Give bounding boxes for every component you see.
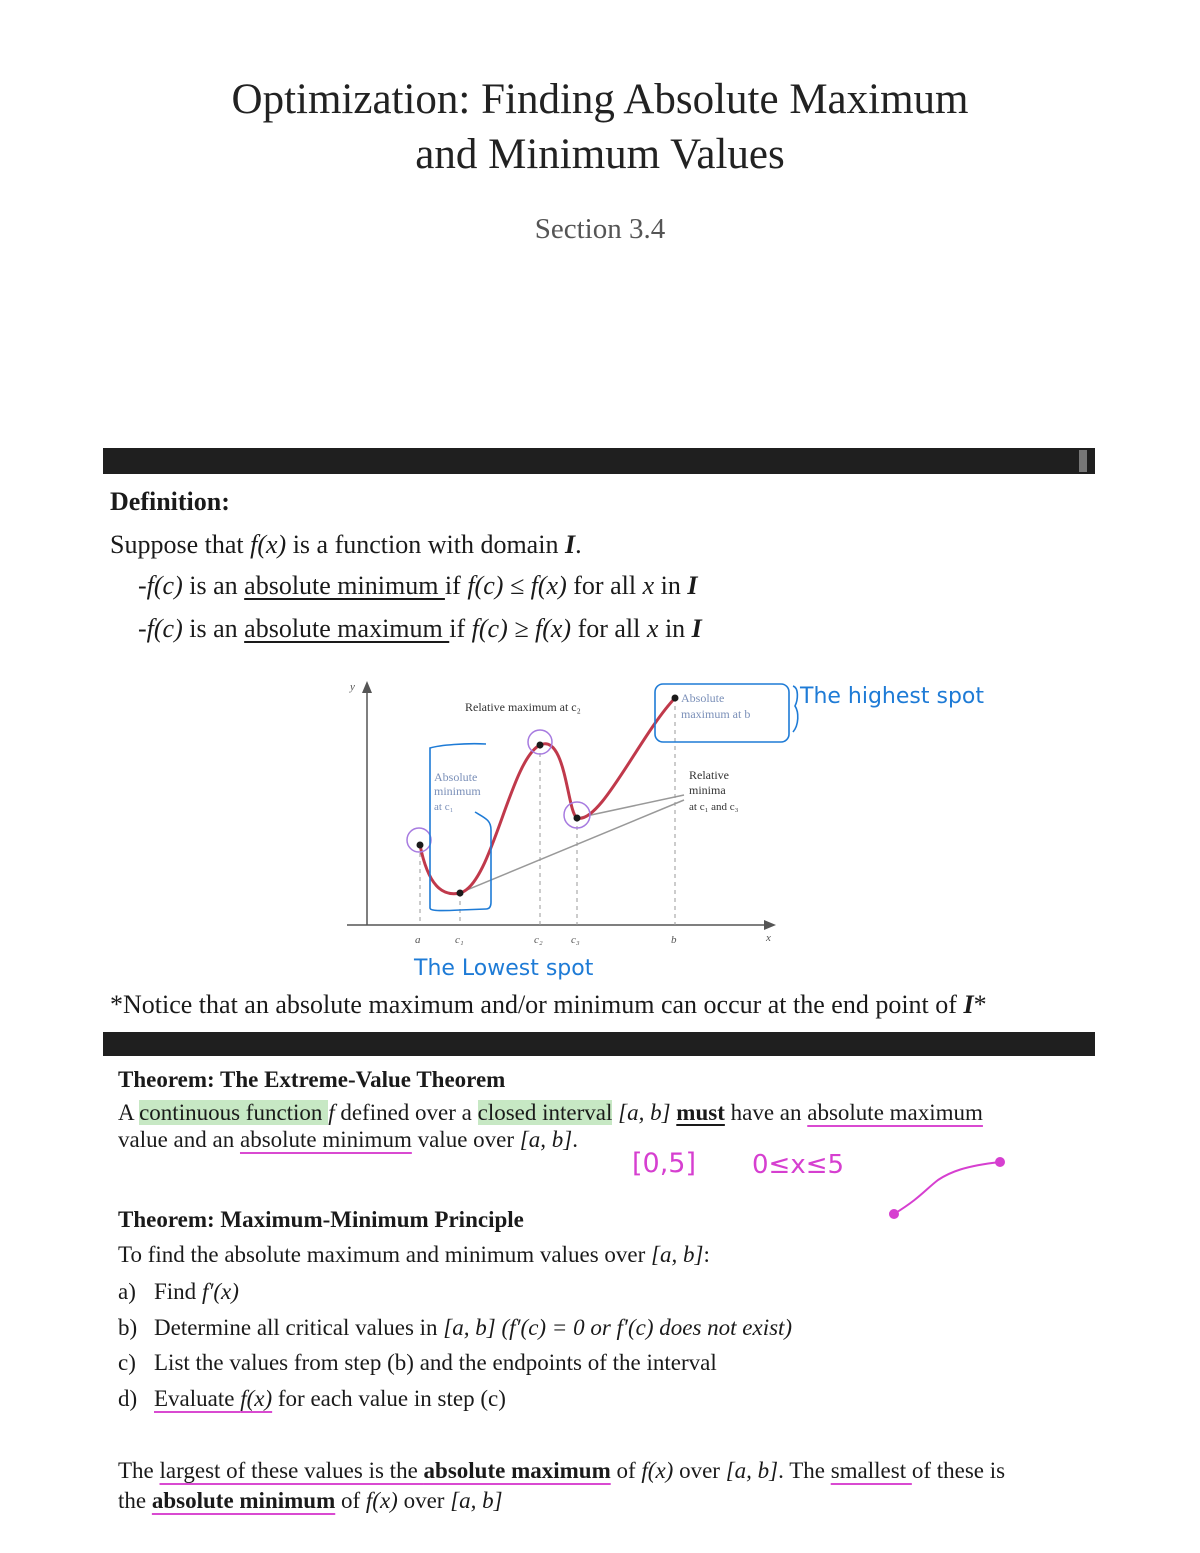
mmp-step-b: b) Determine all critical values in [a, b] (f′(c) = 0 or f′(c) does not exist) [118, 1315, 793, 1340]
brace-highest-spot [793, 686, 798, 732]
hand-interval: [0,5] [632, 1148, 697, 1179]
circle-a [407, 828, 431, 852]
point-b [672, 695, 679, 702]
x-axis-arrow [764, 920, 776, 930]
conclusion-line-1: The largest of these values is the absolute maximum of f(x) over [a, b]. The smallest of these is [118, 1458, 1006, 1483]
section-label: Section 3.4 [534, 213, 666, 245]
point-c1 [457, 890, 464, 897]
scribble-dot-right [995, 1157, 1005, 1167]
tick-c1: c₁ [455, 934, 464, 946]
tick-b: b [671, 934, 677, 946]
y-axis-arrow [362, 681, 372, 693]
mmp-step-c: c) List the values from step (b) and the endpoints of the interval [118, 1350, 717, 1375]
evt-line-1: A continuous function f defined over a closed interval [a, b] must have an absolute maximum [118, 1100, 983, 1125]
extrema-figure [0, 660, 1200, 990]
page-title [0, 72, 1200, 182]
hand-lowest-spot: The Lowest spot [414, 956, 594, 981]
highlight-closed-interval: closed interval [477, 1100, 613, 1125]
definition-intro: Suppose that f(x) is a function with domain I. [110, 530, 582, 559]
point-a [417, 842, 424, 849]
definition-absolute-minimum: -f(c) is an absolute minimum if f(c) ≤ f(x) for all x in I [138, 571, 698, 600]
label-absolute-maximum-1: Absolute [681, 691, 725, 705]
label-absolute-minimum-3: at c₁ [434, 801, 454, 813]
tick-a: a [415, 934, 421, 946]
scribble-dot-left [889, 1209, 899, 1219]
mmp-step-a: a) Find f′(x) [118, 1279, 239, 1304]
divider-bar-bottom [103, 1032, 1095, 1056]
conclusion-line-2: the absolute minimum of f(x) over [a, b] [118, 1488, 503, 1513]
mmp-heading: Theorem: Maximum-Minimum Principle [118, 1207, 524, 1232]
hand-scribble [880, 1150, 1010, 1225]
tick-c3: c₃ [571, 934, 580, 946]
definition-heading: Definition: [110, 487, 230, 516]
highlight-continuous-function: continuous function [139, 1100, 323, 1125]
definition-absolute-maximum: -f(c) is an absolute maximum if f(c) ≥ f(x) for all x in I [138, 614, 702, 643]
label-absolute-minimum-2: minimum [434, 784, 481, 798]
x-axis-label: x [766, 932, 771, 944]
label-absolute-maximum-2: maximum at b [681, 707, 751, 721]
label-absolute-minimum-1: Absolute [434, 770, 478, 784]
title-line-2: and Minimum Values [415, 131, 785, 178]
term-absolute-minimum: absolute minimum [244, 571, 445, 600]
notice-text: *Notice that an absolute maximum and/or minimum can occur at the end point of I* [110, 990, 987, 1019]
scribble-line [894, 1162, 1000, 1214]
term-absolute-maximum: absolute maximum [244, 614, 450, 643]
title-line-1: Optimization: Finding Absolute Maximum [231, 76, 969, 123]
mmp-intro: To find the absolute maximum and minimum values over [a, b]: [118, 1242, 710, 1267]
label-relative-minima-2: minima [689, 783, 726, 797]
point-c3 [574, 815, 581, 822]
evt-line-2: value and an absolute minimum value over [a, b]. [118, 1127, 578, 1152]
tick-labels [415, 934, 677, 946]
label-relative-maximum: Relative maximum at c₂ [465, 700, 581, 714]
hand-inequality: 0≤x≤5 [752, 1150, 845, 1180]
evt-heading: Theorem: The Extreme-Value Theorem [118, 1067, 506, 1092]
box-absolute-minimum [430, 744, 491, 911]
hand-highest-spot: The highest spot [800, 684, 985, 709]
point-c2 [537, 742, 544, 749]
y-axis-label: y [350, 681, 355, 693]
divider-bar-top [103, 448, 1095, 474]
label-relative-minima-1: Relative [689, 768, 729, 782]
label-relative-minima-3: at c₁ and c₃ [689, 801, 739, 813]
tick-c2: c₂ [534, 934, 543, 946]
mmp-step-d: d) Evaluate f(x) for each value in step (c) [118, 1386, 506, 1411]
